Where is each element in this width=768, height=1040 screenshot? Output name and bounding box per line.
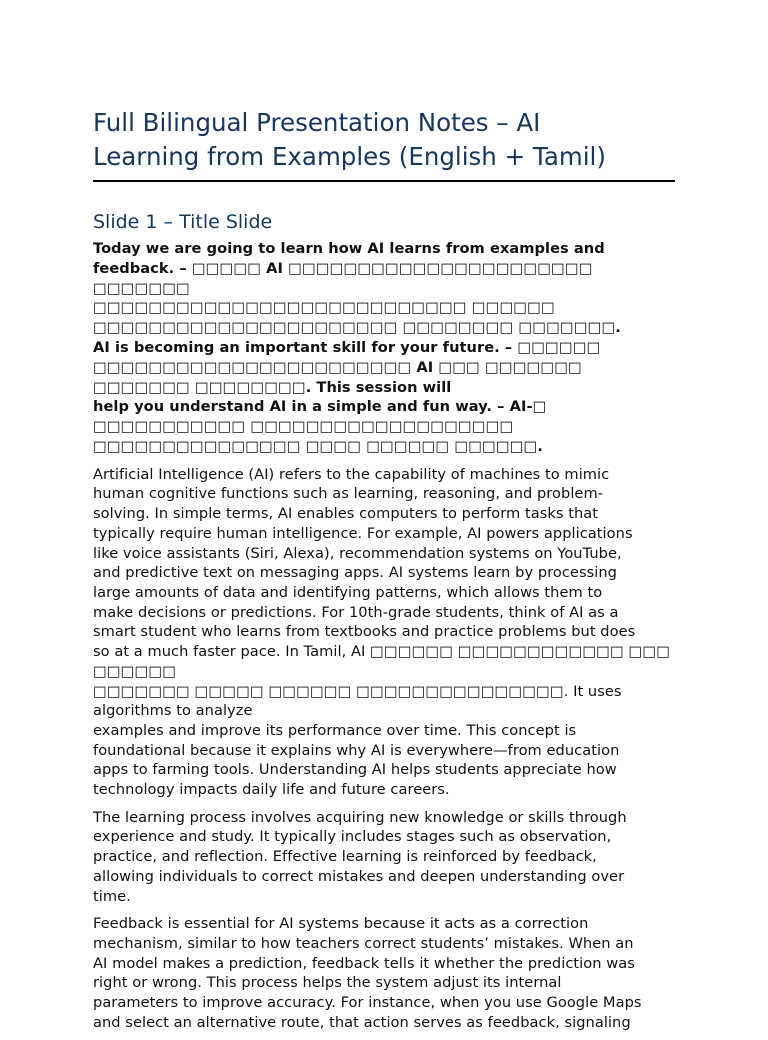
slide-1-heading: Slide 1 – Title Slide — [93, 211, 273, 233]
ai-definition-paragraph: Artificial Intelligence (AI) refers to the capability of machines to mimic human cognitive functions such as learning, reasoning, and problem- solving. In simple terms, AI enables computers to perform tasks that typically require human intelligence. For example, AI powers applications like voice assistants (Siri, Alexa), recommendation systems on YouTube, and predictive text on messaging apps. AI systems learn by processing large amounts of data and identifying patterns, which allows them to make decisions or predictions. For 10th-grade students, think of AI as a smart student who learns from textbooks and practice problems but does so at a much faster pace. In Tamil, AI □□□□□□ □□□□□□□□□□□□ □□□ □□□□□□ □□□□□□□ □□□□□ □□□□□□ □□□□□□□□□□□□□□□. It uses algorithms to analyze examples and improve its performance over time. This concept is foundational because it explains why AI is everywhere—from education apps to farming tools. Understanding AI helps students appreciate how technology impacts daily life and future careers. — [93, 465, 671, 799]
document-page — [93, 106, 675, 1040]
title-divider — [93, 180, 675, 182]
slide-1-bold-intro: Today we are going to learn how AI learns from examples and feedback. – □□□□□ AI □□□□□□□□□□□□□□□□□□□□□□ □□□□□□□ □□□□□□□□□□□□□□□□□□□□□□□□□□□ □□□□□□ □□□□□□□□□□□□□□□□□□□□□□ □□□□□□□□ □□□□□□□. AI is becoming an important skill for your future. – □□□□□□ □□□□□□□□□□□□□□□□□□□□□□□ AI □□□ □□□□□□□ □□□□□□□ □□□□□□□□. This session will help you understand AI in a simple and fun way. – AI-□ □□□□□□□□□□□ □□□□□□□□□□□□□□□□□□□ □□□□□□□□□□□□□□□ □□□□ □□□□□□ □□□□□□. — [93, 240, 621, 455]
document-title: Full Bilingual Presentation Notes – AI Learning from Examples (English + Tamil) — [93, 108, 606, 171]
feedback-paragraph: Feedback is essential for AI systems because it acts as a correction mechanism, similar to how teachers correct students’ mistakes. When an AI model makes a prediction, feedback tells it whether the prediction was right or wrong. This process helps the system adjust its internal parameters to improve accuracy. For instance, when you use Google Maps and select an alternative route, that action serves as feedback, signaling — [93, 915, 642, 1031]
learning-process-paragraph: The learning process involves acquiring new knowledge or skills through experience and study. It typically includes stages such as observation, practice, and reflection. Effective learning is reinforced by feedback, allowing individuals to correct mistakes and deepen understanding over time. — [93, 808, 627, 905]
